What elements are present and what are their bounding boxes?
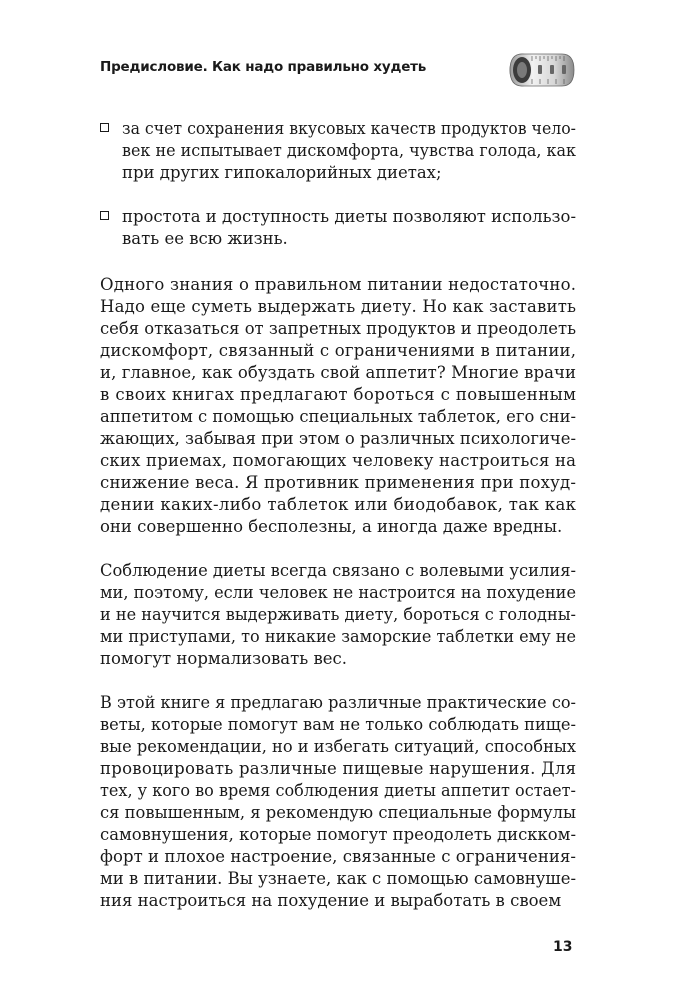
text-line: провоцировать различные пищевые нарушения. Для bbox=[100, 759, 577, 778]
running-title: Предисловие. Как надо правильно худеть bbox=[100, 59, 427, 75]
text-line: Надо еще суметь выдержать диету. Но как заставить bbox=[100, 297, 577, 316]
text-line: жающих, забывая при этом о различных психологиче- bbox=[100, 429, 576, 448]
list-item bbox=[100, 118, 576, 184]
text-line: тех, у кого во время соблюдения диеты аппетит остает- bbox=[100, 781, 576, 800]
text-line: ся повышенным, я рекомендую специальные формулы bbox=[100, 803, 576, 822]
checkbox-bullet-icon bbox=[100, 211, 109, 220]
text-line: Соблюдение диеты всегда связано с волевыми усилия- bbox=[100, 561, 576, 580]
paragraph bbox=[100, 560, 576, 670]
text-line: форт и плохое настроение, связанные с ограничения- bbox=[100, 847, 577, 866]
text-line: простота и доступность диеты позволяют использо- bbox=[122, 207, 576, 226]
measuring-tape-icon bbox=[500, 49, 576, 89]
text-line: В этой книге я предлагаю различные практические со- bbox=[100, 693, 576, 712]
text-line: ми в питании. Вы узнаете, как с помощью самовнуше- bbox=[100, 869, 576, 888]
text-line: ния настроиться на похудение и выработать в своем bbox=[100, 891, 562, 910]
text-line: ских приемах, помогающих человеку настроиться на bbox=[100, 451, 577, 470]
text-line: помогут нормализовать вес. bbox=[100, 649, 348, 668]
text-line: за счет сохранения вкусовых качеств продуктов чело- bbox=[122, 119, 576, 138]
list-item bbox=[100, 206, 576, 250]
text-line: и, главное, как обуздать свой аппетит? Многие врачи bbox=[100, 363, 577, 382]
text-line: себя отказаться от запретных продуктов и преодолеть bbox=[100, 319, 576, 338]
text-line: самовнушения, которые помогут преодолеть дискком- bbox=[100, 825, 576, 844]
paragraph bbox=[100, 692, 576, 912]
text-line: дискомфорт, связанный с ограничениями в питании, bbox=[100, 341, 577, 360]
text-line: и не научится выдерживать диету, бороться с голодны- bbox=[100, 605, 576, 624]
checkbox-bullet-icon bbox=[100, 123, 109, 132]
text-line: ми, поэтому, если человек не настроится на похудение bbox=[100, 583, 576, 602]
bullet-list bbox=[100, 118, 576, 250]
text-line: ми приступами, то никакие заморские таблетки ему не bbox=[100, 627, 576, 646]
text-line: они совершенно бесполезны, а иногда даже вредны. bbox=[100, 517, 563, 536]
body-text bbox=[100, 118, 576, 934]
text-line: аппетитом с помощью специальных таблеток, его сни- bbox=[100, 407, 576, 426]
text-line: дении каких-либо таблеток или биодобавок, так как bbox=[100, 495, 577, 514]
text-line: в своих книгах предлагают бороться с повышенным bbox=[100, 385, 577, 404]
page-number: 13 bbox=[553, 939, 573, 955]
text-line: век не испытывает дискомфорта, чувства голода, как bbox=[122, 141, 576, 160]
text-line: вать ее всю жизнь. bbox=[122, 229, 288, 248]
text-line: Одного знания о правильном питании недостаточно. bbox=[100, 275, 577, 294]
text-line: при других гипокалорийных диетах; bbox=[122, 163, 442, 182]
paragraph bbox=[100, 274, 576, 538]
text-line: вые рекомендации, но и избегать ситуаций, способных bbox=[100, 737, 576, 756]
text-line: снижение веса. Я противник применения при похуд- bbox=[100, 473, 577, 492]
text-line: веты, которые помогут вам не только соблюдать пище- bbox=[100, 715, 576, 734]
